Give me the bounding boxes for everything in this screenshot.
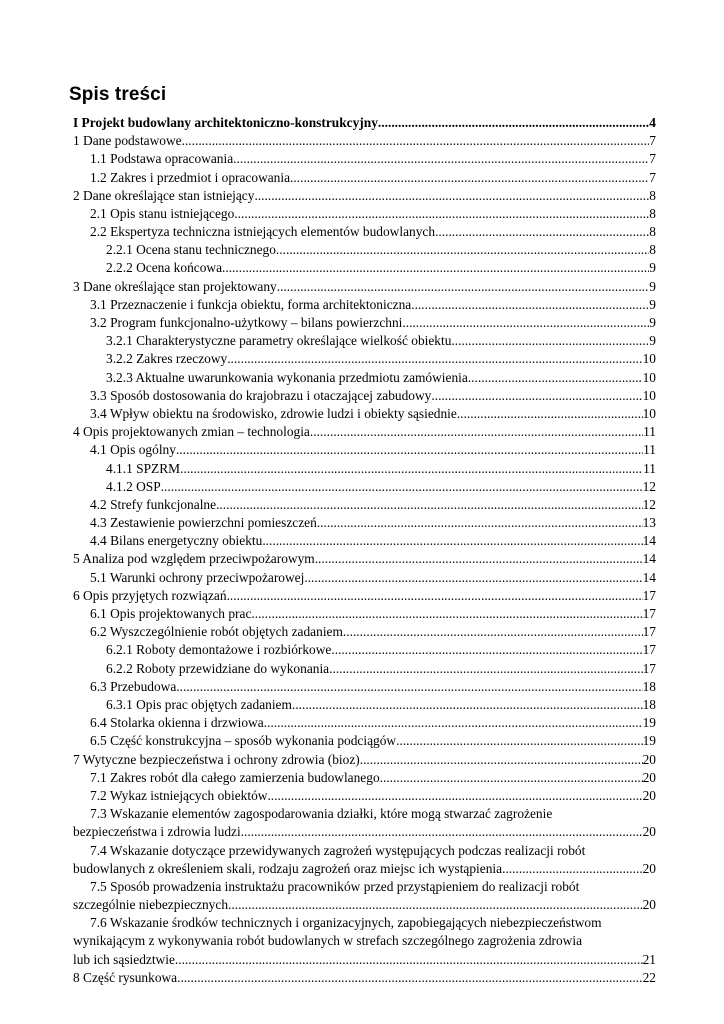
toc-entry-text: 1.2 Zakres i przedmiot i opracowania bbox=[90, 169, 291, 185]
toc-page-number: 9 bbox=[649, 296, 656, 312]
toc-entry-text: 6.4 Stolarka okienna i drzwiowa bbox=[90, 715, 264, 731]
toc-entry-part-1[interactable] bbox=[73, 114, 656, 132]
toc-entry-text-line: szczególnie niebezpiecznych bbox=[73, 897, 229, 913]
toc-entry-6-5[interactable] bbox=[73, 732, 656, 750]
toc-page-number: 9 bbox=[649, 315, 656, 331]
toc-entry-4-1[interactable] bbox=[73, 441, 656, 459]
toc-entry-6-1[interactable] bbox=[73, 605, 656, 623]
toc-entry-text: 3.2.2 Zakres rzeczowy bbox=[106, 351, 228, 367]
toc-page-number: 11 bbox=[643, 460, 656, 476]
toc-leader-dots bbox=[161, 478, 643, 496]
toc-entry-text-line: lub ich sąsiedztwie bbox=[73, 951, 175, 967]
toc-leader-dots bbox=[216, 496, 643, 514]
toc-entry-text: 1.1 Podstawa opracowania bbox=[90, 151, 234, 167]
toc-page-number: 12 bbox=[642, 478, 656, 494]
toc-page-number: 8 bbox=[649, 187, 656, 203]
toc-page-number: 14 bbox=[642, 569, 656, 585]
table-of-contents bbox=[73, 114, 656, 987]
toc-page-number: 10 bbox=[642, 351, 656, 367]
toc-entry-2-2-2[interactable] bbox=[73, 260, 656, 278]
toc-leader-dots bbox=[292, 696, 643, 714]
toc-leader-dots bbox=[502, 860, 643, 878]
toc-leader-dots bbox=[176, 441, 643, 459]
toc-entry-3-2-2[interactable] bbox=[73, 350, 656, 368]
toc-page-number: 10 bbox=[642, 369, 656, 385]
toc-entry-text: 3.2.1 Charakterystyczne parametry określające wielkość obiektu bbox=[106, 333, 452, 349]
toc-entry-6-2-2[interactable] bbox=[73, 660, 656, 678]
toc-page-number: 17 bbox=[642, 624, 656, 640]
toc-entry-4-1-1[interactable] bbox=[73, 460, 656, 478]
toc-page-number: 18 bbox=[642, 696, 656, 712]
toc-leader-dots bbox=[317, 514, 643, 532]
toc-entry-text: 6 Opis przyjętych rozwiązań bbox=[73, 587, 227, 603]
toc-entry-text: 3.1 Przeznaczenie i funkcja obiektu, forma architektoniczna bbox=[90, 296, 412, 312]
toc-entry-text-line: wynikającym z wykonywania robót budowlanych w strefach szczególnego zagrożenia zdrowia bbox=[73, 933, 583, 949]
toc-entry-text: 6.1 Opis projektowanych prac bbox=[90, 606, 252, 622]
toc-page-number: 8 bbox=[649, 242, 656, 258]
toc-page-number: 11 bbox=[643, 424, 656, 440]
toc-leader-dots bbox=[468, 369, 643, 387]
toc-page-number: 20 bbox=[642, 769, 656, 785]
toc-entry-text: 3.2 Program funkcjonalno-użytkowy – bilans powierzchni bbox=[90, 315, 403, 331]
toc-entry-3-2[interactable] bbox=[73, 314, 656, 332]
toc-entry-3-1[interactable] bbox=[73, 296, 656, 314]
toc-page-number: 19 bbox=[642, 715, 656, 731]
toc-leader-dots bbox=[228, 896, 643, 914]
toc-entry-text-line: budowlanych z określeniem skali, rodzaju zagrożeń oraz miejsc ich wystąpienia bbox=[73, 860, 503, 876]
toc-entry-text-line: bezpieczeństwa i zdrowia ludzi bbox=[73, 824, 241, 840]
toc-page-number: 7 bbox=[649, 151, 656, 167]
toc-entry-7-4[interactable] bbox=[73, 842, 656, 878]
toc-page-number: 7 bbox=[649, 133, 656, 149]
toc-leader-dots bbox=[251, 605, 642, 623]
toc-leader-dots bbox=[241, 823, 643, 841]
toc-leader-dots bbox=[176, 678, 642, 696]
toc-page-number: 17 bbox=[642, 642, 656, 658]
toc-leader-dots bbox=[343, 623, 643, 641]
toc-page-number: 17 bbox=[642, 660, 656, 676]
toc-page-number: 20 bbox=[642, 787, 656, 803]
toc-leader-dots bbox=[227, 350, 642, 368]
toc-page-number: 10 bbox=[642, 405, 656, 421]
toc-page-number: 9 bbox=[649, 278, 656, 294]
toc-leader-dots bbox=[276, 241, 649, 259]
toc-page-number: 22 bbox=[642, 969, 656, 985]
toc-page-number: 10 bbox=[642, 387, 656, 403]
toc-page-number: 20 bbox=[642, 751, 656, 767]
toc-page-number: 21 bbox=[642, 951, 656, 967]
toc-entry-4-1-2[interactable] bbox=[73, 478, 656, 496]
toc-page-number: 4 bbox=[649, 114, 656, 130]
toc-entry-text-line: 7.4 Wskazanie dotyczące przewidywanych zagrożeń występujących podczas realizacji robót bbox=[90, 842, 586, 858]
toc-entry-text: 7 Wytyczne bezpieczeństwa i ochrony zdrowia (bioz) bbox=[73, 751, 360, 767]
toc-entry-6[interactable] bbox=[73, 587, 656, 605]
toc-leader-dots bbox=[233, 150, 649, 168]
toc-entry-text: 3.2.3 Aktualne uwarunkowania wykonania przedmiotu zamówienia bbox=[106, 369, 468, 385]
toc-page-number: 17 bbox=[642, 606, 656, 622]
toc-page-number: 9 bbox=[649, 260, 656, 276]
toc-entry-text-line: 7.6 Wskazanie środków technicznych i organizacyjnych, zapobiegających niebezpieczeństwom bbox=[90, 915, 602, 931]
toc-entry-6-4[interactable] bbox=[73, 714, 656, 732]
toc-entry-text: 2.2 Ekspertyza techniczna istniejących elementów budowlanych bbox=[90, 224, 436, 240]
toc-entry-3-2-1[interactable] bbox=[73, 332, 656, 350]
toc-leader-dots bbox=[264, 714, 643, 732]
toc-leader-dots bbox=[262, 532, 642, 550]
toc-entry-5-1[interactable] bbox=[73, 569, 656, 587]
toc-entry-3[interactable] bbox=[73, 278, 656, 296]
toc-page-number: 18 bbox=[642, 678, 656, 694]
toc-leader-dots bbox=[222, 259, 649, 277]
toc-entry-text: 7.1 Zakres robót dla całego zamierzenia budowlanego bbox=[90, 769, 380, 785]
toc-leader-dots bbox=[411, 296, 649, 314]
toc-leader-dots bbox=[254, 187, 649, 205]
toc-leader-dots bbox=[277, 278, 650, 296]
toc-entry-3-2-3[interactable] bbox=[73, 369, 656, 387]
toc-entry-text: 4.1.2 OSP bbox=[106, 478, 161, 494]
toc-entry-text: 1 Dane podstawowe bbox=[73, 133, 182, 149]
toc-entry-6-2[interactable] bbox=[73, 623, 656, 641]
toc-entry-text: 7.2 Wykaz istniejących obiektów bbox=[90, 787, 268, 803]
toc-entry-text: 4.3 Zestawienie powierzchni pomieszczeń bbox=[90, 515, 317, 531]
toc-entry-8[interactable] bbox=[73, 969, 656, 987]
toc-leader-dots bbox=[177, 969, 642, 987]
toc-page-number: 20 bbox=[642, 824, 656, 840]
toc-entry-text: 2.2.1 Ocena stanu technicznego bbox=[106, 242, 276, 258]
toc-entry-text: 2.2.2 Ocena końcowa bbox=[106, 260, 223, 276]
toc-entry-2-2[interactable] bbox=[73, 223, 656, 241]
toc-entry-2-1[interactable] bbox=[73, 205, 656, 223]
toc-entry-text: 4 Opis projektowanych zmian – technologia bbox=[73, 424, 310, 440]
toc-leader-dots bbox=[234, 205, 649, 223]
toc-leader-dots bbox=[175, 951, 643, 969]
toc-leader-dots bbox=[396, 732, 643, 750]
toc-page-number: 20 bbox=[642, 897, 656, 913]
toc-entry-text-line: 7.5 Sposób prowadzenia instruktażu pracowników przed przystąpieniem do realizacji robót bbox=[90, 878, 580, 894]
toc-leader-dots bbox=[360, 751, 643, 769]
toc-leader-dots bbox=[402, 314, 649, 332]
toc-page-number: 9 bbox=[649, 333, 656, 349]
toc-page-number: 20 bbox=[642, 860, 656, 876]
toc-entry-1[interactable] bbox=[73, 132, 656, 150]
toc-leader-dots bbox=[457, 405, 643, 423]
toc-page-number: 12 bbox=[642, 496, 656, 512]
toc-entry-text: 2 Dane określające stan istniejący bbox=[73, 187, 255, 203]
toc-page-number: 14 bbox=[642, 533, 656, 549]
toc-entry-7-5[interactable] bbox=[73, 878, 656, 914]
page-title: Spis treści bbox=[69, 84, 167, 105]
toc-entry-text: 5 Analiza pod względem przeciwpożarowym bbox=[73, 551, 315, 567]
toc-entry-text: 6.3 Przebudowa bbox=[90, 678, 177, 694]
toc-entry-6-3-1[interactable] bbox=[73, 696, 656, 714]
toc-entry-text-line: 7.3 Wskazanie elementów zagospodarowania działki, które mogą stwarzać zagrożenie bbox=[90, 806, 553, 822]
toc-leader-dots bbox=[435, 223, 649, 241]
toc-entry-1-1[interactable] bbox=[73, 150, 656, 168]
toc-entry-text: I Projekt budowlany architektoniczno-konstrukcyjny bbox=[73, 114, 378, 130]
toc-leader-dots bbox=[380, 769, 643, 787]
toc-entry-4-3[interactable] bbox=[73, 514, 656, 532]
toc-entry-text: 5.1 Warunki ochrony przeciwpożarowej bbox=[90, 569, 305, 585]
toc-entry-6-3[interactable] bbox=[73, 678, 656, 696]
toc-entry-3-4[interactable] bbox=[73, 405, 656, 423]
toc-entry-4[interactable] bbox=[73, 423, 656, 441]
toc-leader-dots bbox=[331, 641, 642, 659]
toc-leader-dots bbox=[431, 387, 642, 405]
toc-entry-text: 8 Część rysunkowa bbox=[73, 969, 178, 985]
toc-entry-text: 4.1.1 SPZRM bbox=[106, 460, 181, 476]
toc-entry-6-2-1[interactable] bbox=[73, 641, 656, 659]
toc-page-number: 7 bbox=[649, 169, 656, 185]
toc-entry-text: 3.3 Sposób dostosowania do krajobrazu i otaczającej zabudowy bbox=[90, 387, 432, 403]
toc-leader-dots bbox=[290, 169, 649, 187]
toc-entry-text: 6.2 Wyszczególnienie robót objętych zadaniem bbox=[90, 624, 343, 640]
toc-leader-dots bbox=[267, 787, 642, 805]
toc-entry-text: 3.4 Wpływ obiektu na środowisko, zdrowie ludzi i obiekty sąsiednie bbox=[90, 405, 457, 421]
toc-page-number: 19 bbox=[642, 733, 656, 749]
toc-leader-dots bbox=[227, 587, 643, 605]
toc-entry-2-2-1[interactable] bbox=[73, 241, 656, 259]
toc-entry-text: 4.1 Opis ogólny bbox=[90, 442, 176, 458]
toc-entry-text: 4.4 Bilans energetyczny obiektu bbox=[90, 533, 263, 549]
toc-entry-text: 3 Dane określające stan projektowany bbox=[73, 278, 277, 294]
toc-leader-dots bbox=[182, 132, 650, 150]
toc-entry-text: 6.3.1 Opis prac objętych zadaniem bbox=[106, 696, 292, 712]
toc-leader-dots bbox=[304, 569, 642, 587]
toc-entry-5[interactable] bbox=[73, 551, 656, 569]
toc-entry-text: 6.5 Część konstrukcyjna – sposób wykonania podciągów bbox=[90, 733, 397, 749]
toc-page-number: 11 bbox=[643, 442, 656, 458]
toc-entry-text: 6.2.2 Roboty przewidziane do wykonania bbox=[106, 660, 330, 676]
toc-entry-text: 4.2 Strefy funkcjonalne bbox=[90, 496, 217, 512]
toc-page-number: 8 bbox=[649, 205, 656, 221]
toc-leader-dots bbox=[315, 550, 643, 568]
toc-entry-4-2[interactable] bbox=[73, 496, 656, 514]
toc-page-number: 14 bbox=[642, 551, 656, 567]
toc-page-number: 8 bbox=[649, 224, 656, 240]
toc-entry-4-4[interactable] bbox=[73, 532, 656, 550]
toc-leader-dots bbox=[378, 114, 649, 132]
toc-entry-7-3[interactable] bbox=[73, 805, 656, 841]
toc-leader-dots bbox=[329, 660, 642, 678]
toc-page-number: 13 bbox=[642, 515, 656, 531]
toc-entry-text: 2.1 Opis stanu istniejącego bbox=[90, 205, 235, 221]
toc-entry-7-2[interactable] bbox=[73, 787, 656, 805]
toc-leader-dots bbox=[451, 332, 649, 350]
toc-page-number: 17 bbox=[642, 587, 656, 603]
toc-entry-3-3[interactable] bbox=[73, 387, 656, 405]
toc-entry-7-6[interactable] bbox=[73, 914, 656, 969]
toc-entry-text: 6.2.1 Roboty demontażowe i rozbiórkowe bbox=[106, 642, 332, 658]
toc-entry-1-2[interactable] bbox=[73, 169, 656, 187]
toc-entry-7[interactable] bbox=[73, 751, 656, 769]
toc-entry-2[interactable] bbox=[73, 187, 656, 205]
toc-leader-dots bbox=[310, 423, 643, 441]
toc-leader-dots bbox=[180, 460, 643, 478]
toc-entry-7-1[interactable] bbox=[73, 769, 656, 787]
